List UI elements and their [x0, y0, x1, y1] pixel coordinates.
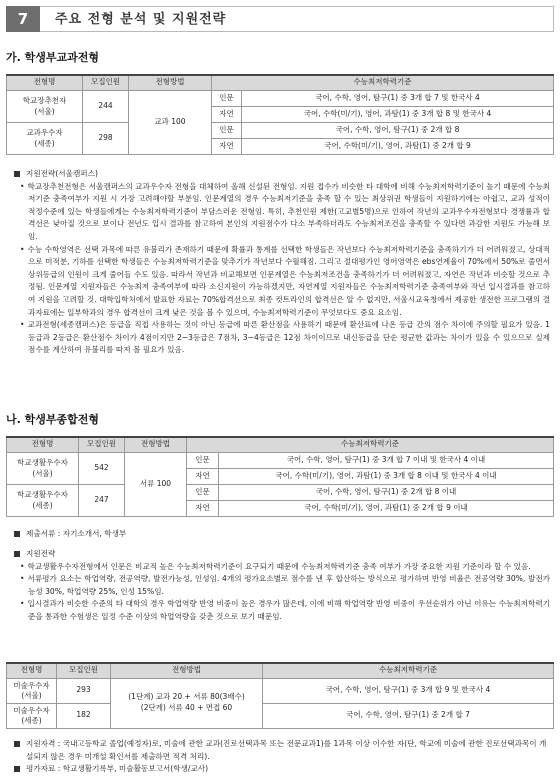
square-bullet-icon — [14, 531, 20, 537]
table-cell-count: 293 — [57, 678, 111, 703]
table-cell-standard: 국어, 수학(미/기), 영어, 과탐(1) 중 3개 합 8 및 한국사 4 — [242, 106, 554, 122]
section-a-strategy — [14, 168, 550, 357]
strategy-point: • 수능 수학영역은 선택 과목에 따른 유불리가 존재하기 때문에 확률과 통계를 선택한 학생들은 작년보다 수능최저학력기준을 충족하기가 더 어려워졌고, 상대적으로 미적분, 기하를 선택한 학생들은 수능최저학력기준을 맞추기가 작년보다 수월해짐. 그리고 절대평가인 영어영역은 ebs연계율이 70%에서 50%로 줄면서 상위등급의 인원이 크게 줄어들 수도 있음. 따라서 작년과 비교해보면 인문계열은 수능최저조건을 충족하기가 더 어려워졌고, 자연은 작년과 비슷할 것으로 추정됨. 인문계열 지원자들은 수능최저 충족여부에 따라 소신지원이 가능하겠지만, 자연계열 지원자들은 수능최저학력기준 충족여부와 작년 입시결과를 참고하여 지원을 고려할 것. 대학입학처에서 발표한 자료는 70%합격선으로 최종 컷트라인의 합격선은 알 수 없지만, 서울시교육청에서 제공한 생전한 프로그램의 결과자료에는 일부학과의 경우 합격선이 크게 낮은 것을 볼 수 있으며, 수능최저학력기준이 무엇보다도 중요 요소임. — [14, 244, 550, 320]
strategy-title: 지원전략(서울캠퍼스) — [26, 169, 98, 178]
table-cell-standard: 국어, 수학(미/기), 영어, 과탐(1) 중 3개 합 8 이내 및 한국사 4 이내 — [219, 468, 554, 484]
section-b-table — [6, 436, 554, 517]
square-bullet-icon — [14, 766, 20, 772]
table-cell-name: 학교생활우수자 (서울) — [7, 452, 79, 484]
col-count: 모집인원 — [57, 663, 111, 678]
table-cell-name: 학교장추천자 (서울) — [7, 90, 83, 122]
table-cell-count: 247 — [79, 484, 125, 516]
table-cell-count: 298 — [83, 122, 129, 154]
section-a-title: 가. 학생부교과전형 — [6, 51, 100, 64]
section-b-title: 나. 학생부종합전형 — [6, 413, 100, 426]
section-a-table — [6, 74, 554, 155]
table-cell-count: 182 — [57, 703, 111, 728]
section-b-docs — [14, 528, 550, 541]
table-cell-count: 244 — [83, 90, 129, 122]
strategy-point: • 서류평가 요소는 학업역량, 전공역량, 발전가능성, 인성임. 4개의 평가요소별로 점수를 낸 후 합산하는 방식으로 평가하며 반영 비율은 전공역량 30%, 발전가능성 30%, 학업역량 25%, 인성 15%임. — [14, 573, 550, 598]
table-cell-count: 542 — [79, 452, 125, 484]
col-name: 전형명 — [7, 437, 79, 452]
table-cell-standard: 국어, 수학, 영어, 탐구(1) 중 3개 합 7 이내 및 한국사 4 이내 — [219, 452, 554, 468]
strategy-point: • 학교생활우수자전형에서 인문은 비교적 높은 수능최저학력기준이 요구되기 때문에 수능최저학력기준 충족 여부가 가장 중요한 지원 기준이라 할 수 있음. — [14, 561, 550, 574]
table-cell-name: 학교생활우수자 (세종) — [7, 484, 79, 516]
chapter-header — [6, 6, 554, 32]
table-cell-standard: 국어, 수학, 영어, 탐구(1) 중 2개 합 7 — [263, 703, 554, 728]
strategy-point: • 학교장추천전형은 서울캠퍼스의 교과우수자 전형을 대체하여 올해 신설된 전형임. 지원 접수가 비슷한 타 대학에 비해 수능최저학력기준이 높기 때문에 수능최저기준 충족여부가 지원 시 가장 고려해야할 부분임. 인문계열의 경우 수능최저기준을 충족 할 수 있는 최상위권 학생들이 지원하기에는 아쉽고, 교과 성적이 적정수준에 있는 학생들에게는 수능최저학력기준이 부담스러운 전형임. 특히, 추천인원 제한(고교별5명)으로 인하여 작년의 교과우수자전형보다 경쟁률과 합격선은 낮아질 것으로 보이나 전년도 입시 결과를 참고하여 본인의 지원점수가 다소 부족하더라도 수능최저조건을 충족할 수 있다면 과감한 지원도 가능해 보임. — [14, 181, 550, 244]
table-cell-name: 미술우수자 (세종) — [7, 703, 57, 728]
strategy-point: • 입시결과가 비슷한 수준의 타 대학의 경우 학업역량 반영 비중이 높은 경우가 많은데, 이에 비해 학업역량 반영 비중이 우선순위가 아닌 이유는 수능최저학력기준을 통과한 수험생은 일정 수준 이상의 학업역량을 갖춘 것으로 보기 때문임. — [14, 598, 550, 623]
table-cell-standard: 국어, 수학, 영어, 탐구(1) 중 2개 합 8 — [242, 122, 554, 138]
section-b-strategy — [14, 548, 550, 624]
square-bullet-icon — [14, 171, 20, 177]
table-cell-track: 자연 — [212, 138, 242, 154]
table-cell-name: 교과우수자 (세종) — [7, 122, 83, 154]
square-bullet-icon — [14, 551, 20, 557]
col-standard: 수능최저학력기준 — [263, 663, 554, 678]
table-cell-track: 자연 — [212, 106, 242, 122]
table-cell-method: 교과 100 — [129, 90, 212, 154]
col-standard: 수능최저학력기준 — [212, 75, 554, 90]
col-method: 전형방법 — [111, 663, 263, 678]
chapter-number: 7 — [6, 6, 40, 32]
table-cell-track: 인문 — [212, 122, 242, 138]
table-cell-method: (1단계) 교과 20 + 서류 80(3배수) (2단계) 서류 40 + 면접 60 — [111, 678, 263, 728]
qualification-note: 지원자격 : 국내고등학교 졸업(예정자)로, 미술에 관한 교과(진로선택과목 또는 전문교과1)를 1과목 이상 이수한 자(단, 학교에 미술에 관한 진로선택과목이 개설되지 않은 경우 미개설 확인서를 제출하면 적격 처리). 평가자료 : 학교생활기록부, 미술활동보고서(학생/교사) — [14, 738, 550, 776]
table-cell-method: 서류 100 — [125, 452, 187, 516]
art-table — [6, 662, 554, 729]
col-name: 전형명 — [7, 663, 57, 678]
table-cell-standard: 국어, 수학(미/기), 영어, 과탐(1) 중 2개 합 9 이내 — [219, 500, 554, 516]
table-cell-track: 자연 — [187, 468, 219, 484]
col-method: 전형방법 — [129, 75, 212, 90]
col-name: 전형명 — [7, 75, 83, 90]
chapter-title: 주요 전형 분석 및 지원전략 — [55, 12, 227, 27]
table-cell-standard: 국어, 수학, 영어, 탐구(1) 중 3개 합 7 및 한국사 4 — [242, 90, 554, 106]
docs-line: 제출서류 : 자기소개서, 학생부 — [26, 529, 127, 538]
table-cell-track: 인문 — [187, 484, 219, 500]
col-method: 전형방법 — [125, 437, 187, 452]
square-bullet-icon — [14, 741, 20, 747]
table-cell-standard: 국어, 수학, 영어, 탐구(1) 중 3개 합 9 및 한국사 4 — [263, 678, 554, 703]
table-cell-name: 미술우수자 (서울) — [7, 678, 57, 703]
strategy-title: 지원전략 — [26, 549, 56, 558]
strategy-point: • 교과전형(세종캠퍼스)은 등급을 직접 사용하는 것이 아닌 등급에 따른 환산점을 사용하기 때문에 환산표에 나온 등급 간의 점수 차이에 주의할 필요가 있음. 1등급과 2등급은 환산점수 차이가 4점이지만 2~3등급은 7점차, 3~4등급은 12점 차이이므로 내신등급을 단순 평균한 값과는 차이가 있을 수 있으므로 실제 점수를 계산하여 유불리를 따져 볼 필요가 있음. — [14, 319, 550, 357]
table-cell-standard: 국어, 수학, 영어, 탐구(1) 중 2개 합 8 이내 — [219, 484, 554, 500]
table-cell-track: 인문 — [212, 90, 242, 106]
col-count: 모집인원 — [79, 437, 125, 452]
table-cell-track: 자연 — [187, 500, 219, 516]
col-count: 모집인원 — [83, 75, 129, 90]
table-cell-standard: 국어, 수학(미/기), 영어, 과탐(1) 중 2개 합 9 — [242, 138, 554, 154]
table-cell-track: 인문 — [187, 452, 219, 468]
col-standard: 수능최저학력기준 — [187, 437, 554, 452]
